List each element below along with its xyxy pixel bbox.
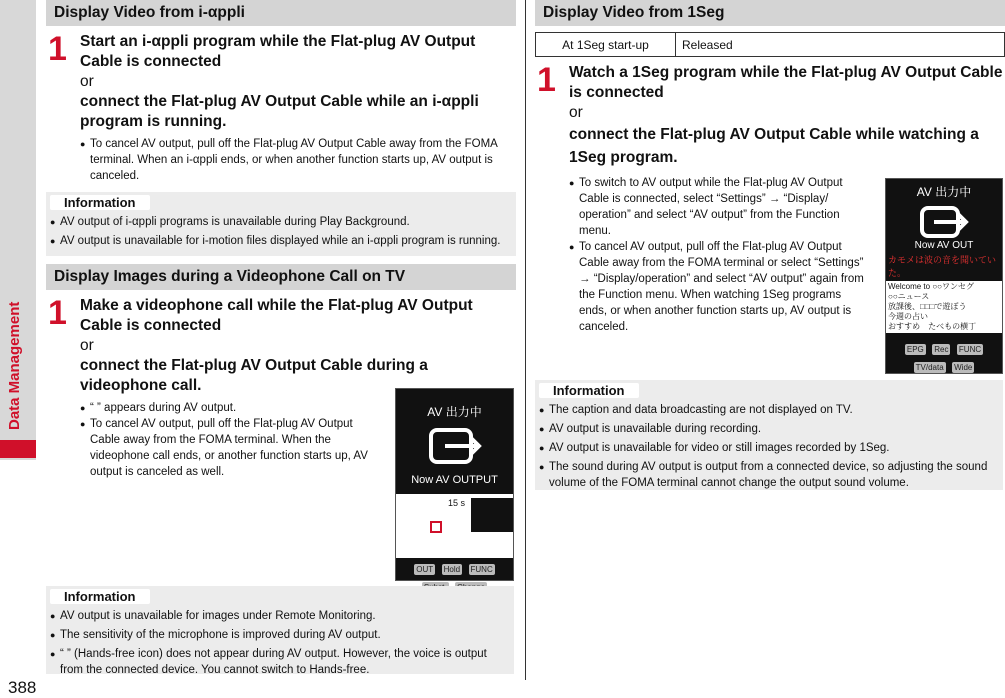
info-bullet: ● The sensitivity of the microphone is improved during AV output.: [50, 627, 510, 643]
step-number: 1: [48, 30, 67, 68]
softkey-hold: Hold: [443, 565, 461, 574]
info-bullet: ● The sound during AV output is output from a connected device, so adjusting the sound volume of the FOMA terminal cannot change the output sound volume.: [539, 459, 999, 491]
step-or: or: [80, 337, 94, 354]
av-output-title: AV 出力中: [916, 185, 972, 199]
av-output-indicator-icon: [430, 521, 442, 533]
1seg-settings-table: [535, 32, 1005, 57]
information-tag: Information: [539, 383, 639, 398]
information-box: [46, 192, 516, 256]
information-box: [46, 586, 514, 674]
step-or: or: [80, 73, 94, 90]
info-bullet: ● AV output is unavailable for video or still images recorded by 1Seg.: [539, 440, 999, 456]
bullet: ● To switch to AV output while the Flat-plug AV Output Cable is connected, select “Settings” → “Display/ operation” and select “AV output” from the Function menu.: [569, 175, 869, 239]
section-title-1seg: Display Video from 1Seg: [535, 0, 1005, 26]
broadcast-line: 放課後、□□□で遊ぼう: [888, 302, 967, 311]
av-output-text: Now AV OUT: [914, 240, 974, 251]
info-bullet: ● AV output is unavailable during recording.: [539, 421, 999, 437]
table-label: At 1Seg start-up: [536, 33, 676, 57]
av-output-text: Now AV OUTPUT: [411, 474, 498, 486]
section-title-videophone: Display Images during a Videophone Call on TV: [46, 264, 516, 290]
step-text: Make a videophone call while the Flat-plug AV Output Cable is connected: [80, 297, 473, 334]
info-bullet: ● AV output of i-αppli programs is unavailable during Play Background.: [50, 214, 512, 230]
table-value: Released: [676, 33, 1005, 57]
bullet: ● “ ” appears during AV output.: [80, 400, 376, 416]
step-text: Start an i-αppli program while the Flat-plug AV Output Cable is connected: [80, 33, 476, 70]
step-number: 1: [48, 294, 67, 332]
1seg-screen-image: [885, 178, 1003, 374]
section-title-iappli: Display Video from i-αppli: [46, 0, 516, 26]
softkey-wide: Wide: [954, 363, 973, 372]
softkey-out: OUT: [416, 565, 434, 574]
softkey-func: FUNC: [470, 565, 493, 574]
information-tag: Information: [50, 195, 150, 210]
videophone-screen-image: [395, 388, 514, 581]
bullet: ● To cancel AV output, pull off the Flat-plug AV Output Cable away from the FOMA terminal or select “Settings” → “Display/operation” and select “AV output” again from the Function menu. When watching 1Seg programs ends, or when another function starts up, AV output is canceled.: [569, 239, 869, 335]
info-bullet: ● “ ” (Hands-free icon) does not appear during AV output. However, the voice is output from the connected device. You cannot switch to Hands-free.: [50, 646, 510, 678]
step-text: connect the Flat-plug AV Output Cable during a videophone call.: [80, 357, 428, 394]
caption-text: カモメは波の音を聞いていた。: [888, 255, 997, 278]
softkey-tv-data: TV/data: [915, 363, 944, 372]
information-box: [535, 380, 1003, 490]
bullet: ● To cancel AV output, pull off the Flat-plug AV Output Cable away from the FOMA terminal. When the videophone call ends, or another function starts up, AV output is canceled as well.: [80, 416, 376, 480]
av-output-title: AV 出力中: [427, 405, 482, 419]
data-broadcast-area: [886, 281, 1002, 333]
information-tag: Information: [50, 589, 150, 604]
info-bullet: ● AV output is unavailable for i-motion files displayed while an i-αppli program is running.: [50, 233, 512, 249]
broadcast-line: 今週の占い: [888, 312, 928, 321]
side-label: Data Management: [6, 301, 23, 430]
softkey-rec: Rec: [934, 345, 949, 354]
bullet: ● To cancel AV output, pull off the Flat-plug AV Output Cable away from the FOMA terminal. When an i-αppli ends, or when another function starts up, AV output is canceled.: [80, 136, 516, 184]
broadcast-line: おすすめ たべもの横丁: [888, 322, 977, 331]
av-output-icon: [425, 426, 485, 466]
call-time: 15 s: [448, 498, 466, 508]
videophone-status-area: [396, 494, 513, 558]
step-bullets: [569, 175, 869, 335]
camera-preview: [471, 498, 513, 532]
broadcast-line: Welcome to ○○ワンセグ: [888, 282, 974, 291]
softkey-epg: EPG: [906, 345, 924, 354]
column-divider: [525, 0, 526, 680]
page-number: 388: [8, 678, 37, 697]
step-iappli: [46, 32, 516, 184]
step-number: 1: [537, 61, 556, 99]
broadcast-line: ○○ニュース: [888, 292, 930, 301]
info-bullet: ● The caption and data broadcasting are not displayed on TV.: [539, 402, 999, 418]
step-text: connect the Flat-plug AV Output Cable while an i-αppli program is running.: [80, 93, 479, 130]
softkey-func: FUNC: [958, 345, 982, 354]
softkey-bar: [886, 339, 1002, 375]
step-text: Watch a 1Seg program while the Flat-plug AV Output Cable is connected: [569, 64, 1003, 101]
side-tab-marker: [0, 440, 36, 458]
av-output-icon: [916, 204, 972, 240]
step-text: connect the Flat-plug AV Output Cable while watching a 1Seg program.: [569, 126, 979, 166]
step-or: or: [569, 104, 583, 121]
info-bullet: ● AV output is unavailable for images under Remote Monitoring.: [50, 608, 510, 624]
